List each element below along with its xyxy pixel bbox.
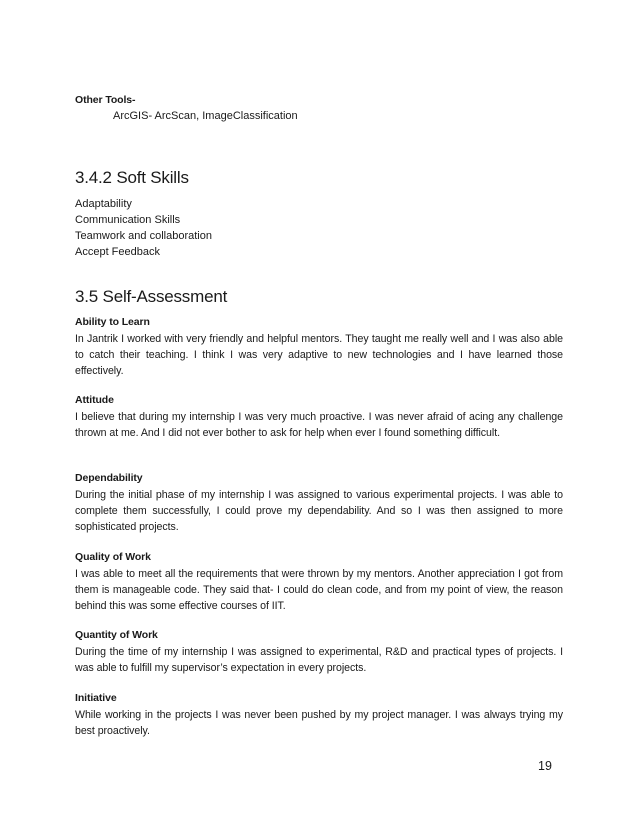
soft-skill-item: Accept Feedback — [75, 246, 160, 258]
section-body-ability: In Jantrik I worked with very friendly and helpful mentors. They taught me really well and I was also able to catch their teaching. I think I was very adaptive to new technologies and I have learned those effectively. — [75, 333, 563, 378]
soft-skills-heading: 3.4.2 Soft Skills — [75, 168, 189, 187]
section-body-dependability: During the initial phase of my internship I was assigned to various experimental projects. I was able to complete them successfully, I could prove my dependability. And so I was then assigned to more sophisticated projects. — [75, 489, 563, 534]
other-tools-items: ArcGIS- ArcScan, ImageClassification — [113, 110, 298, 122]
section-body-attitude: I believe that during my internship I was very much proactive. I was never afraid of acing any challenge thrown at me. And I did not ever bother to ask for help when ever I found something difficult. — [75, 411, 563, 440]
section-title-dependability: Dependability — [75, 472, 143, 484]
section-body-quality: I was able to meet all the requirements that were thrown by my mentors. Another appreciation I got from them is manageable code. They said that- I could do clean code, and from my point of view, the reason behind this was some effective courses of IIT. — [75, 568, 563, 613]
section-title-quality: Quality of Work — [75, 551, 151, 563]
soft-skill-item: Adaptability — [75, 198, 132, 210]
soft-skill-item: Communication Skills — [75, 214, 181, 226]
section-title-attitude: Attitude — [75, 394, 114, 406]
page-number: 19 — [538, 759, 552, 773]
section-body-initiative: While working in the projects I was never been pushed by my project manager. I was always trying my best proactively. — [75, 709, 563, 738]
section-title-initiative: Initiative — [75, 692, 117, 704]
self-assessment-heading: 3.5 Self-Assessment — [75, 287, 228, 306]
section-body-quantity: During the time of my internship I was assigned to experimental, R&D and practical types of projects. I was able to fulfill my supervisor’s expectation in every projects. — [75, 646, 563, 675]
other-tools-label: Other Tools- — [75, 94, 136, 106]
soft-skill-item: Teamwork and collaboration — [75, 230, 212, 242]
section-title-quantity: Quantity of Work — [75, 629, 158, 641]
section-title-ability: Ability to Learn — [75, 316, 150, 328]
